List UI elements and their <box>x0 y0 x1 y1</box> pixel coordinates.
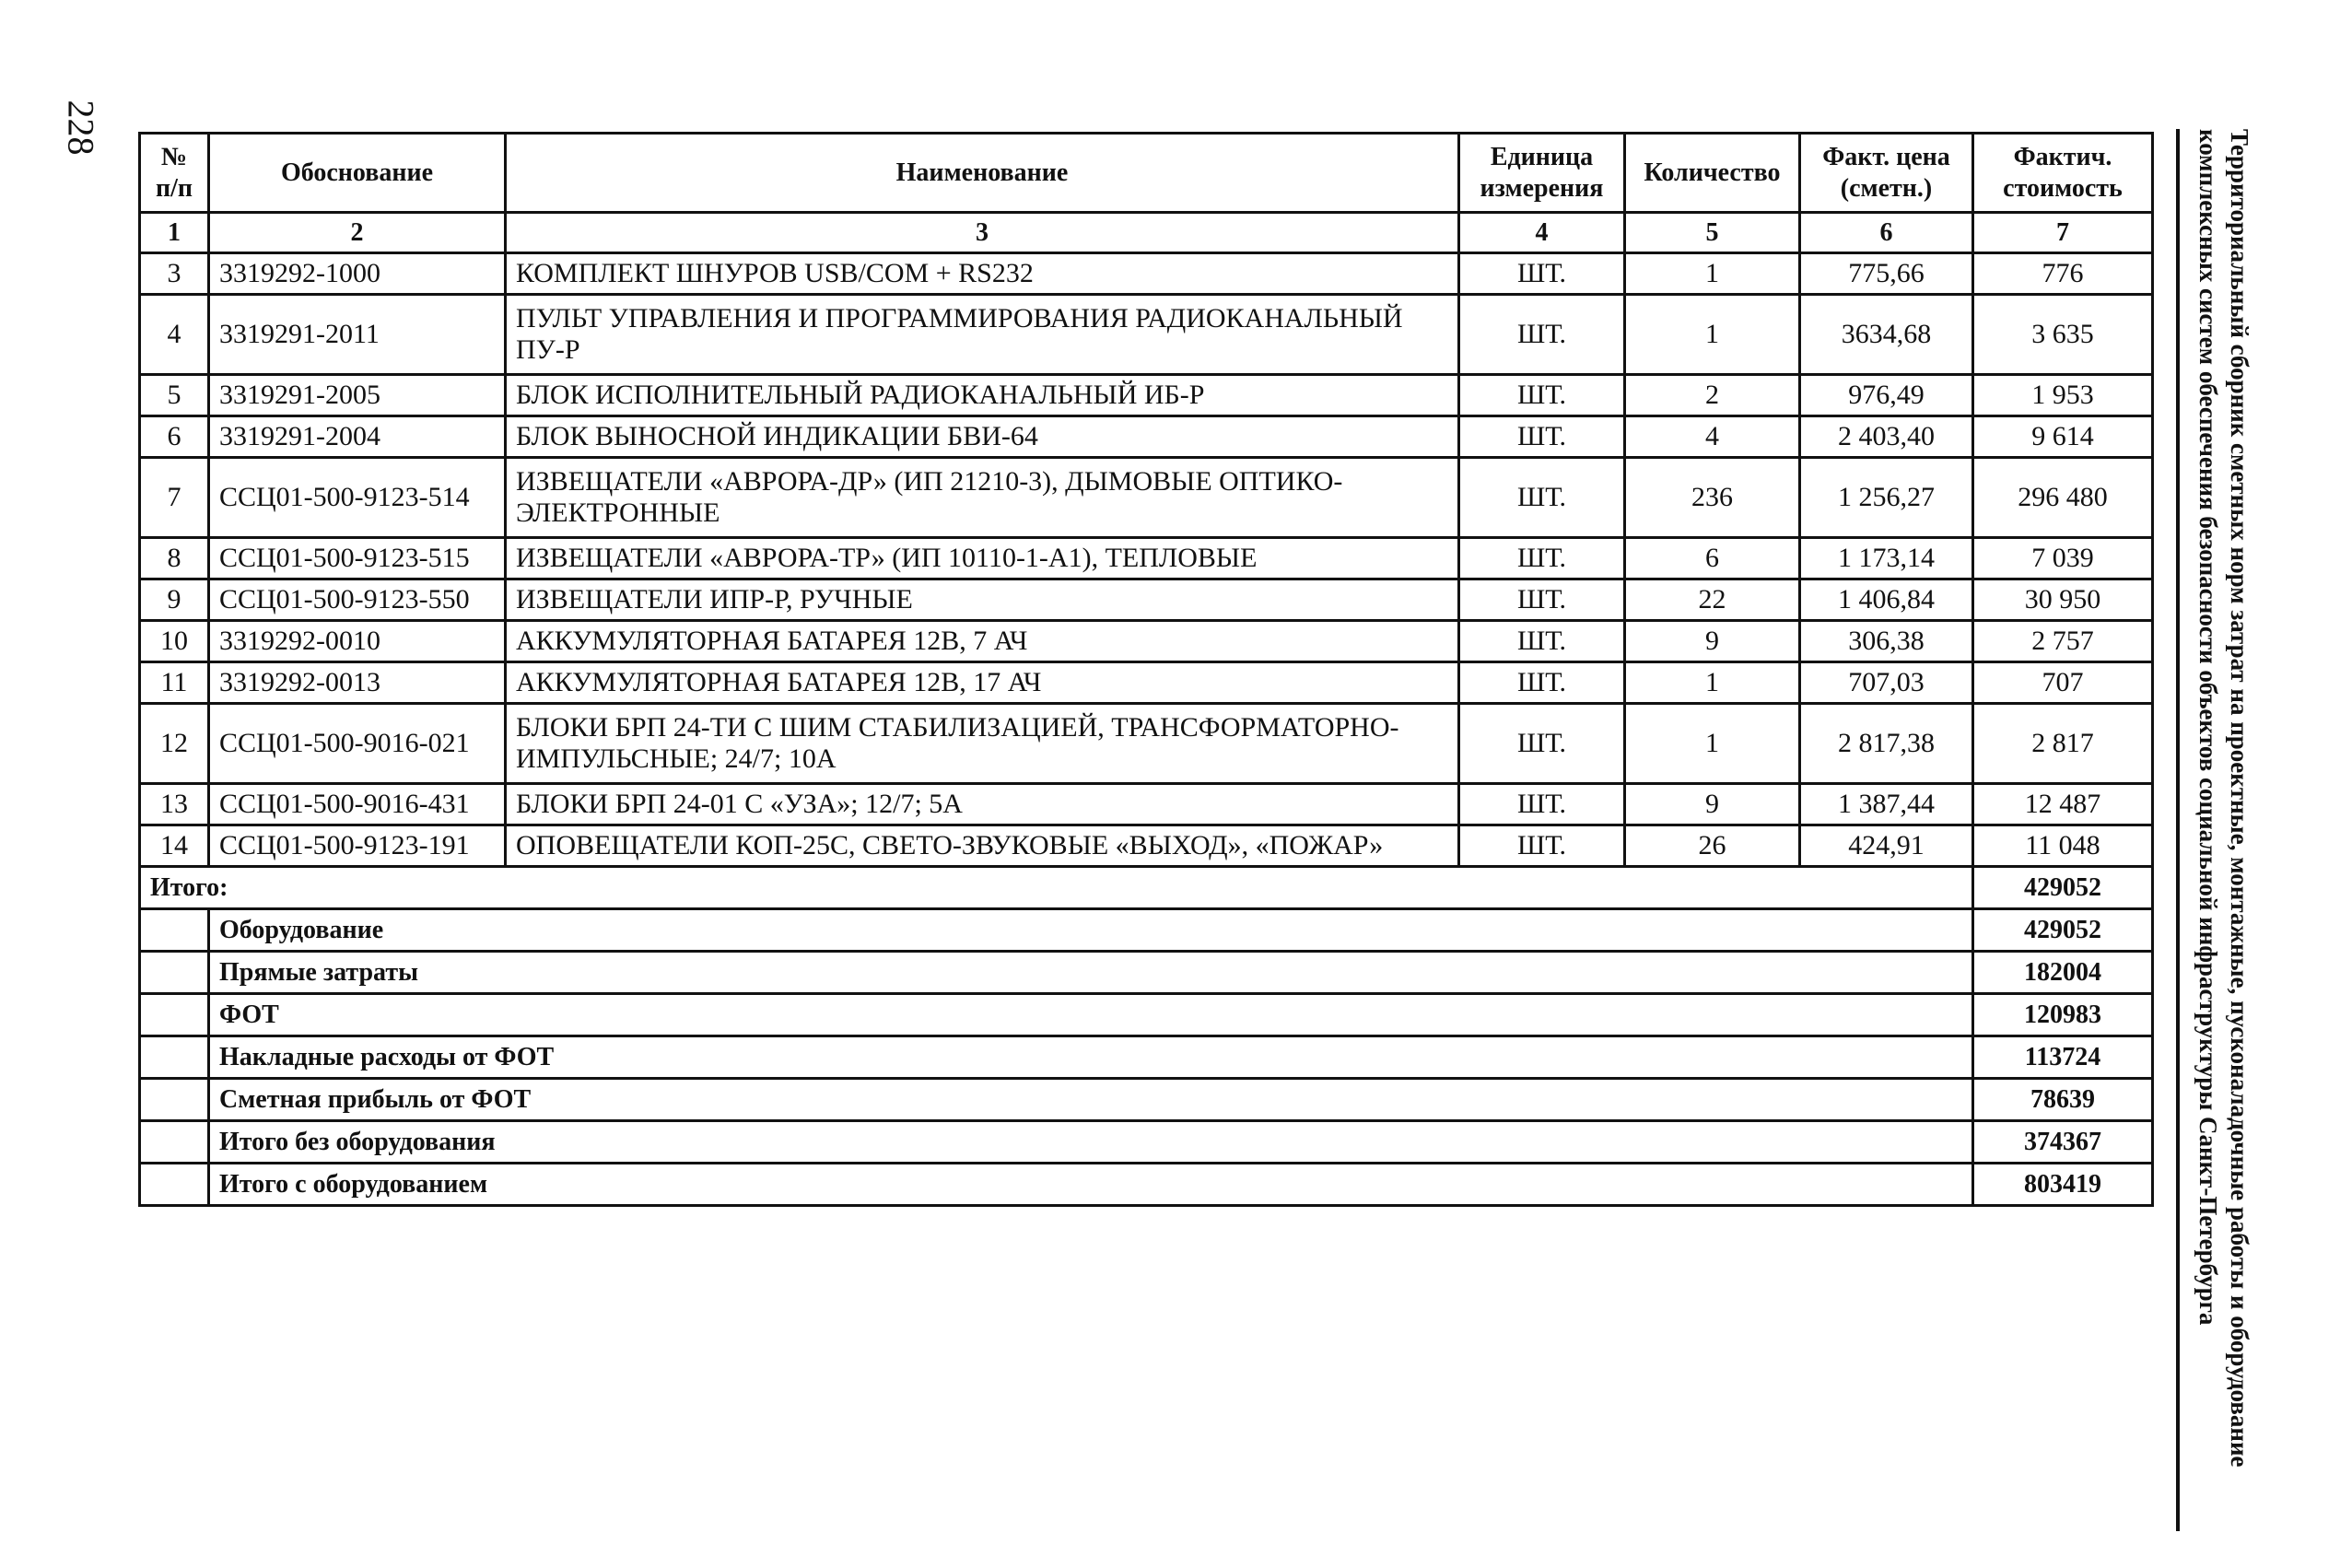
table-row <box>140 295 2153 375</box>
row-price: 306,38 <box>1800 621 1973 662</box>
row-name: АККУМУЛЯТОРНАЯ БАТАРЕЯ 12В, 7 АЧ <box>506 621 1459 662</box>
row-number: 8 <box>140 538 209 579</box>
row-code: 3319292-0013 <box>209 662 506 704</box>
table-row <box>140 538 2153 579</box>
col-num: 3 <box>506 213 1459 253</box>
row-name: БЛОКИ БРП 24-ТИ С ШИМ СТАБИЛИЗАЦИЕЙ, ТРАНСФОРМАТОРНО-ИМПУЛЬСНЫЕ; 24/7; 10А <box>506 704 1459 784</box>
row-price: 1 173,14 <box>1800 538 1973 579</box>
row-unit: ШТ. <box>1459 375 1625 416</box>
table-row <box>140 621 2153 662</box>
row-unit: ШТ. <box>1459 253 1625 295</box>
row-qty: 1 <box>1625 295 1800 375</box>
row-cost: 3 635 <box>1973 295 2153 375</box>
col-num: 2 <box>209 213 506 253</box>
column-number-row <box>140 213 2153 253</box>
total-label: Накладные расходы от ФОТ <box>209 1036 1973 1079</box>
row-name: ОПОВЕЩАТЕЛИ КОП-25С, СВЕТО-ЗВУКОВЫЕ «ВЫХОД», «ПОЖАР» <box>506 825 1459 867</box>
row-unit: ШТ. <box>1459 295 1625 375</box>
page-number: 228 <box>60 99 102 156</box>
row-name: БЛОК ВЫНОСНОЙ ИНДИКАЦИИ БВИ-64 <box>506 416 1459 458</box>
row-number: 7 <box>140 458 209 538</box>
row-qty: 236 <box>1625 458 1800 538</box>
total-blank <box>140 1164 209 1206</box>
row-price: 976,49 <box>1800 375 1973 416</box>
header-row <box>140 134 2153 213</box>
total-row <box>140 1164 2153 1206</box>
table-row <box>140 253 2153 295</box>
col-header-price: Факт. цена (сметн.) <box>1800 134 1973 213</box>
total-label: Итого без оборудования <box>209 1121 1973 1164</box>
row-unit: ШТ. <box>1459 458 1625 538</box>
row-code: 3319292-0010 <box>209 621 506 662</box>
row-price: 3634,68 <box>1800 295 1973 375</box>
total-label: Сметная прибыль от ФОТ <box>209 1079 1973 1121</box>
row-name: КОМПЛЕКТ ШНУРОВ USB/COM + RS232 <box>506 253 1459 295</box>
table-row <box>140 579 2153 621</box>
table-row <box>140 416 2153 458</box>
row-code: 3319292-1000 <box>209 253 506 295</box>
row-name: ИЗВЕЩАТЕЛИ «АВРОРА-ТР» (ИП 10110-1-А1), ТЕПЛОВЫЕ <box>506 538 1459 579</box>
table-row <box>140 825 2153 867</box>
row-number: 6 <box>140 416 209 458</box>
row-unit: ШТ. <box>1459 662 1625 704</box>
row-unit: ШТ. <box>1459 621 1625 662</box>
row-qty: 4 <box>1625 416 1800 458</box>
row-cost: 12 487 <box>1973 784 2153 825</box>
total-value: 113724 <box>1973 1036 2153 1079</box>
row-price: 424,91 <box>1800 825 1973 867</box>
side-header-line-1: Территориальный сборник сметных норм затрат на проектные, монтажные, пусконаладочные работы и оборудование <box>2226 129 2253 1468</box>
itogo-label: Итого: <box>140 867 1973 909</box>
row-cost: 9 614 <box>1973 416 2153 458</box>
row-code: 3319291-2004 <box>209 416 506 458</box>
row-qty: 22 <box>1625 579 1800 621</box>
total-blank <box>140 909 209 952</box>
row-qty: 1 <box>1625 253 1800 295</box>
row-code: ССЦ01-500-9123-550 <box>209 579 506 621</box>
row-price: 775,66 <box>1800 253 1973 295</box>
row-cost: 296 480 <box>1973 458 2153 538</box>
side-header <box>2194 129 2255 1529</box>
row-unit: ШТ. <box>1459 825 1625 867</box>
col-header-cost: Фактич. стоимость <box>1973 134 2153 213</box>
total-value: 120983 <box>1973 994 2153 1036</box>
row-price: 2 403,40 <box>1800 416 1973 458</box>
row-cost: 1 953 <box>1973 375 2153 416</box>
itogo-value: 429052 <box>1973 867 2153 909</box>
row-unit: ШТ. <box>1459 784 1625 825</box>
table-row <box>140 704 2153 784</box>
total-row <box>140 909 2153 952</box>
total-row <box>140 952 2153 994</box>
col-header-unit: Единица измерения <box>1459 134 1625 213</box>
total-row <box>140 994 2153 1036</box>
total-label: Прямые затраты <box>209 952 1973 994</box>
col-num: 5 <box>1625 213 1800 253</box>
table-row <box>140 458 2153 538</box>
col-header-name: Наименование <box>506 134 1459 213</box>
row-code: ССЦ01-500-9016-021 <box>209 704 506 784</box>
total-label: Оборудование <box>209 909 1973 952</box>
row-code: ССЦ01-500-9123-515 <box>209 538 506 579</box>
row-qty: 1 <box>1625 704 1800 784</box>
total-value: 429052 <box>1973 909 2153 952</box>
row-qty: 2 <box>1625 375 1800 416</box>
row-number: 5 <box>140 375 209 416</box>
col-num: 7 <box>1973 213 2153 253</box>
row-qty: 6 <box>1625 538 1800 579</box>
table-row <box>140 784 2153 825</box>
row-unit: ШТ. <box>1459 704 1625 784</box>
total-row <box>140 1079 2153 1121</box>
row-cost: 7 039 <box>1973 538 2153 579</box>
row-number: 13 <box>140 784 209 825</box>
row-unit: ШТ. <box>1459 538 1625 579</box>
row-qty: 9 <box>1625 784 1800 825</box>
row-unit: ШТ. <box>1459 579 1625 621</box>
total-blank <box>140 1036 209 1079</box>
row-unit: ШТ. <box>1459 416 1625 458</box>
row-cost: 2 757 <box>1973 621 2153 662</box>
row-qty: 1 <box>1625 662 1800 704</box>
total-label: Итого с оборудованием <box>209 1164 1973 1206</box>
total-value: 182004 <box>1973 952 2153 994</box>
col-num: 4 <box>1459 213 1625 253</box>
row-price: 1 387,44 <box>1800 784 1973 825</box>
itogo-row <box>140 867 2153 909</box>
total-row <box>140 1121 2153 1164</box>
row-code: ССЦ01-500-9016-431 <box>209 784 506 825</box>
row-number: 10 <box>140 621 209 662</box>
side-header-line-2: комплексных систем обеспечения безопасности объектов социальной инфраструктуры Санкт-Петербурга <box>2194 129 2222 1326</box>
row-price: 707,03 <box>1800 662 1973 704</box>
row-name: АККУМУЛЯТОРНАЯ БАТАРЕЯ 12В, 17 АЧ <box>506 662 1459 704</box>
row-cost: 2 817 <box>1973 704 2153 784</box>
total-label: ФОТ <box>209 994 1973 1036</box>
row-name: ИЗВЕЩАТЕЛИ ИПР-Р, РУЧНЫЕ <box>506 579 1459 621</box>
row-name: ИЗВЕЩАТЕЛИ «АВРОРА-ДР» (ИП 21210-3), ДЫМОВЫЕ ОПТИКО-ЭЛЕКТРОННЫЕ <box>506 458 1459 538</box>
row-number: 14 <box>140 825 209 867</box>
row-price: 1 406,84 <box>1800 579 1973 621</box>
total-blank <box>140 1079 209 1121</box>
row-code: ССЦ01-500-9123-514 <box>209 458 506 538</box>
estimate-table <box>138 132 2154 1207</box>
row-qty: 26 <box>1625 825 1800 867</box>
row-number: 12 <box>140 704 209 784</box>
table-row <box>140 662 2153 704</box>
col-num: 6 <box>1800 213 1973 253</box>
row-number: 4 <box>140 295 209 375</box>
total-value: 374367 <box>1973 1121 2153 1164</box>
col-header-code: Обоснование <box>209 134 506 213</box>
row-number: 3 <box>140 253 209 295</box>
side-rule <box>2176 129 2180 1531</box>
row-price: 1 256,27 <box>1800 458 1973 538</box>
row-number: 11 <box>140 662 209 704</box>
row-code: ССЦ01-500-9123-191 <box>209 825 506 867</box>
row-cost: 776 <box>1973 253 2153 295</box>
col-num: 1 <box>140 213 209 253</box>
row-price: 2 817,38 <box>1800 704 1973 784</box>
row-cost: 30 950 <box>1973 579 2153 621</box>
table-row <box>140 375 2153 416</box>
row-name: БЛОКИ БРП 24-01 С «УЗА»; 12/7; 5А <box>506 784 1459 825</box>
row-name: БЛОК ИСПОЛНИТЕЛЬНЫЙ РАДИОКАНАЛЬНЫЙ ИБ-Р <box>506 375 1459 416</box>
col-header-number: № п/п <box>140 134 209 213</box>
row-qty: 9 <box>1625 621 1800 662</box>
total-value: 78639 <box>1973 1079 2153 1121</box>
row-name: ПУЛЬТ УПРАВЛЕНИЯ И ПРОГРАММИРОВАНИЯ РАДИОКАНАЛЬНЫЙ ПУ-Р <box>506 295 1459 375</box>
row-code: 3319291-2011 <box>209 295 506 375</box>
total-row <box>140 1036 2153 1079</box>
total-blank <box>140 1121 209 1164</box>
col-header-qty: Количество <box>1625 134 1800 213</box>
total-blank <box>140 952 209 994</box>
total-blank <box>140 994 209 1036</box>
row-cost: 11 048 <box>1973 825 2153 867</box>
row-code: 3319291-2005 <box>209 375 506 416</box>
row-cost: 707 <box>1973 662 2153 704</box>
total-value: 803419 <box>1973 1164 2153 1206</box>
row-number: 9 <box>140 579 209 621</box>
